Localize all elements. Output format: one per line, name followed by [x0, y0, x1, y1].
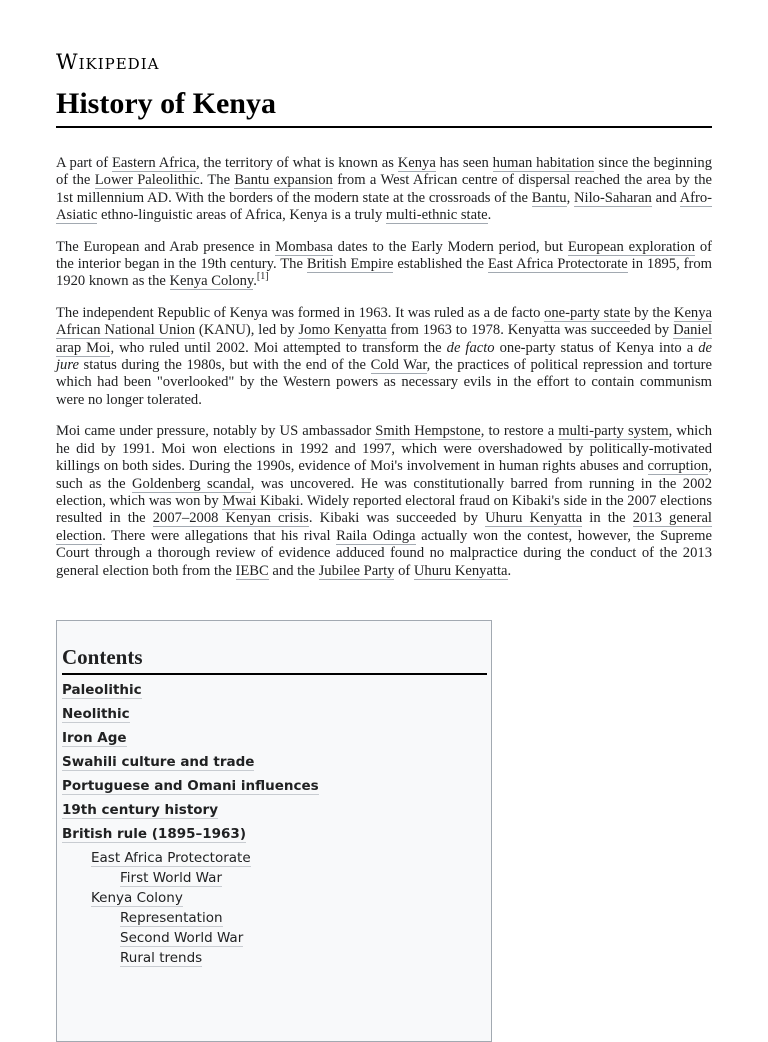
- text-run: , such as the: [56, 458, 712, 492]
- article-link[interactable]: 2013 general election: [56, 510, 712, 544]
- article-link[interactable]: 2007–2008 Kenyan crisis: [152, 510, 309, 527]
- page-title: History of Kenya: [56, 86, 712, 128]
- paragraph: [56, 305, 712, 409]
- text-run: . Widely reported electoral fraud on Kibaki's side in the 2007 elections resulted in the: [56, 492, 713, 527]
- text-run: The independent Republic of Kenya was formed in 1963. It was ruled as a de facto: [56, 304, 545, 321]
- article-link[interactable]: Mwai Kibaki: [222, 492, 300, 509]
- article-link[interactable]: one-party state: [544, 304, 631, 321]
- paragraph: [56, 423, 712, 580]
- article-link[interactable]: Goldenberg scandal: [131, 475, 251, 492]
- text-run: , who ruled until 2002. Moi attempted to transform the: [110, 339, 447, 356]
- toc-item-label: Second World War: [120, 930, 244, 946]
- toc-item[interactable]: [62, 949, 487, 969]
- text-run: , was uncovered. He was constitutionally barred from running in the 2002 election, which was won by: [56, 475, 712, 509]
- toc-item-label: Representation: [120, 910, 223, 926]
- text-run: . There were allegations that his rival: [102, 527, 337, 544]
- text-run: from 1963 to 1978. Kenyatta was succeeded by: [386, 322, 674, 339]
- toc-item[interactable]: [62, 681, 487, 705]
- citation-link[interactable]: [1]: [256, 271, 269, 283]
- text-run: since the beginning of the: [56, 155, 712, 189]
- toc-item[interactable]: [62, 801, 487, 825]
- article-link[interactable]: Afro-Asiatic: [56, 189, 713, 224]
- text-run: one-party status of Kenya into a: [494, 339, 699, 356]
- toc-item[interactable]: [62, 849, 487, 869]
- article-link[interactable]: East Africa Protectorate: [487, 256, 628, 273]
- article-link[interactable]: Kenya: [397, 155, 436, 171]
- text-run: by the: [630, 304, 674, 321]
- text-run: ,: [566, 189, 574, 206]
- toc-item[interactable]: [62, 929, 487, 949]
- text-run: , the practices of political repression and torture which had been "overlooked" by the Western powers as necessary evils in the effort to contain communism were no longer tolerated.: [56, 357, 712, 408]
- article-link[interactable]: British Empire: [306, 256, 394, 273]
- article-link[interactable]: Smith Hempstone: [375, 423, 481, 440]
- article-link[interactable]: Cold War: [370, 357, 427, 374]
- article-link[interactable]: Mombasa: [275, 238, 333, 255]
- text-run: established the: [393, 256, 488, 273]
- text-run: in the: [582, 510, 633, 527]
- text-run: .: [487, 207, 492, 224]
- toc-item[interactable]: [62, 825, 487, 849]
- italic-text: de jure: [56, 339, 713, 374]
- article-link[interactable]: Jomo Kenyatta: [298, 322, 387, 339]
- text-run: .: [253, 273, 257, 290]
- toc-item-label: Kenya Colony: [91, 890, 183, 906]
- wikipedia-wordmark[interactable]: [56, 50, 159, 74]
- text-run: .: [507, 562, 512, 579]
- toc-item[interactable]: [62, 869, 487, 889]
- paragraph: [56, 239, 712, 291]
- article-link[interactable]: European exploration: [567, 238, 696, 255]
- toc-title: Contents: [62, 645, 487, 675]
- article-link[interactable]: Uhuru Kenyatta: [413, 562, 508, 579]
- article-link[interactable]: Raila Odinga: [336, 527, 416, 544]
- toc-item[interactable]: [62, 777, 487, 801]
- text-run: . Kibaki was succeeded by: [308, 510, 486, 527]
- toc-item-label: Iron Age: [62, 730, 127, 746]
- toc-item[interactable]: [62, 889, 487, 909]
- text-run: ethno-linguistic areas of Africa, Kenya is a truly: [97, 207, 386, 224]
- italic-text: de facto: [446, 339, 495, 356]
- article-link[interactable]: Bantu: [531, 189, 567, 206]
- text-run: and the: [268, 562, 319, 579]
- wordmark-text: Wikipedia: [56, 50, 160, 74]
- toc-item[interactable]: [62, 729, 487, 753]
- toc-item-label: Neolithic: [62, 706, 130, 722]
- toc-item-label: First World War: [120, 870, 222, 886]
- toc-item-label: East Africa Protectorate: [91, 850, 251, 866]
- toc-item[interactable]: [62, 705, 487, 729]
- text-run: actually won the contest, however, the Supreme Court through a thorough review of evidence adduced found no malpractice during the conduct of the 2013 general election both from the: [56, 527, 712, 579]
- article-link[interactable]: multi-party system: [558, 423, 669, 440]
- toc-item-label: 19th century history: [62, 802, 219, 818]
- toc-list: [62, 681, 487, 969]
- toc-item[interactable]: [62, 909, 487, 929]
- text-run: dates to the Early Modern period, but: [332, 238, 568, 255]
- text-run: Moi came under pressure, notably by US ambassador: [56, 423, 376, 440]
- article-link[interactable]: Lower Paleolithic: [94, 172, 200, 189]
- article-link[interactable]: Daniel arap Moi: [56, 322, 713, 356]
- toc-item-label: Paleolithic: [62, 682, 142, 698]
- toc-item-label: Swahili culture and trade: [62, 754, 255, 770]
- article-link[interactable]: Eastern Africa: [111, 155, 196, 171]
- article-link[interactable]: Nilo-Saharan: [574, 189, 652, 206]
- text-run: A part of: [56, 155, 112, 171]
- article-link[interactable]: corruption: [647, 458, 709, 475]
- article-link[interactable]: IEBC: [235, 562, 269, 579]
- toc-item-label: Rural trends: [120, 950, 203, 966]
- article-link[interactable]: Bantu expansion: [234, 172, 333, 189]
- toc-item-label: Portuguese and Omani influences: [62, 778, 319, 794]
- text-run: The European and Arab presence in: [56, 238, 276, 255]
- text-run: and: [651, 189, 680, 206]
- article-link[interactable]: multi-ethnic state: [385, 207, 488, 224]
- text-run: status during the 1980s, but with the end of the: [78, 357, 371, 374]
- article-link[interactable]: Jubilee Party: [318, 562, 395, 579]
- text-run: has seen: [435, 155, 493, 171]
- text-run: . The: [199, 172, 235, 189]
- text-run: of: [394, 562, 414, 579]
- text-run: , which he did by 1991. Moi won elections in 1992 and 1997, which were overshadowed by politically-motivated killings on both sides. During the 1990s, evidence of Moi's involvement in human rights abuses and: [56, 423, 712, 475]
- text-run: in 1895, from 1920 known as the: [56, 256, 713, 290]
- toc-item-label: British rule (1895–1963): [62, 826, 246, 842]
- article-link[interactable]: Kenya African National Union: [56, 304, 712, 339]
- article-link[interactable]: Kenya Colony: [169, 273, 254, 290]
- article-body: [56, 155, 712, 594]
- paragraph: [56, 155, 712, 225]
- text-run: from a West African centre of dispersal reached the area by the 1st millennium AD. With the borders of the modern state at the crossroads of the: [56, 172, 712, 206]
- text-run: (KANU), led by: [195, 322, 299, 339]
- text-run: , to restore a: [480, 423, 559, 440]
- table-of-contents: [56, 620, 492, 1042]
- text-run: , the territory of what is known as: [195, 155, 398, 171]
- text-run: of the interior began in the 19th century. The: [56, 238, 712, 273]
- article-link[interactable]: human habitation: [492, 155, 595, 171]
- toc-item[interactable]: [62, 753, 487, 777]
- article-link[interactable]: Uhuru Kenyatta: [485, 510, 583, 527]
